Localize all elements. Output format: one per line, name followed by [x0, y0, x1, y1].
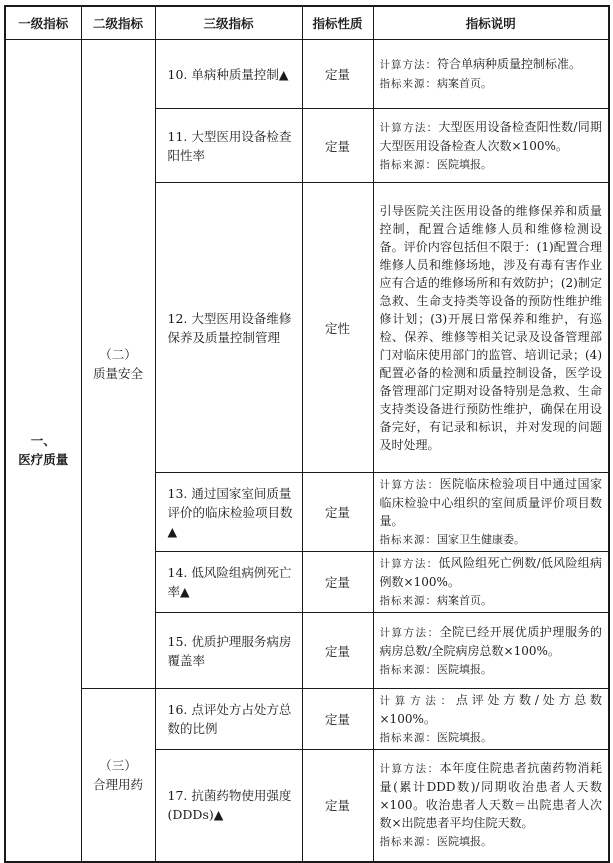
header-level3: 三级指标 — [155, 6, 302, 40]
source-text: 国家卫生健康委。 — [437, 533, 525, 546]
nature-cell: 定量 — [302, 40, 373, 109]
method-text: 大型医用设备检查阳性数/同期大型医用设备检查人次数×100%。 — [379, 119, 603, 153]
method-label: 计算方法： — [379, 763, 440, 776]
level2-number: （三） — [99, 757, 137, 773]
level1-title: 医疗质量 — [18, 452, 69, 468]
header-description: 指标说明 — [373, 6, 609, 40]
level2-cell-quality-safety — [81, 40, 155, 689]
source-label: 指标来源： — [379, 158, 437, 171]
level2-title: 合理用药 — [92, 776, 143, 792]
source-label: 指标来源： — [379, 78, 437, 90]
source-text: 医院填报。 — [437, 835, 492, 849]
method-text: 医院临床检验项目中通过国家临床检验中心组织的室间质量评价项目数量。 — [379, 477, 602, 528]
method-label: 计算方法： — [379, 695, 456, 707]
source-label: 指标来源： — [379, 595, 437, 607]
method-text: 全院已经开展优质护理服务的病房总数/全院病房总数×100%。 — [379, 624, 602, 658]
header-level1: 一级指标 — [5, 6, 81, 40]
description-cell — [373, 689, 609, 750]
method-label: 计算方法： — [379, 479, 440, 491]
source-text: 病案首页。 — [437, 77, 492, 90]
indicator-cell: 10. 单病种质量控制▲ — [155, 40, 302, 109]
description-cell: 引导医院关注医用设备的维修保养和质量控制，配置合适维修人员和维修检测设备。评价内容包括但不限于：(1)配置合理维修人员和维修场地，涉及有毒有害作业应有合适的维修场所和有效防护；(2)制定急救、生命支持类等设备的预防性维护维修计划；(3)开展日常保养和维护，有巡检、保养、维修等相关记录及设备管理部门对临床使用部门的监管、培训记录；(4)配置必备的检测和质量控制设备，医学设备管理部门定期对设备特别是急救、生命支持类设备进行预防性维护，确保在用设备完好，有记录和标识，并对发现的问题及时处理。 — [373, 183, 609, 473]
method-text: 低风险组死亡例数/低风险组病例数×100%。 — [379, 556, 603, 589]
source-label: 指标来源： — [379, 836, 437, 849]
source-text: 医院填报。 — [437, 157, 492, 171]
indicator-cell: 16. 点评处方占处方总数的比例 — [155, 689, 302, 750]
source-label: 指标来源： — [379, 534, 437, 546]
indicator-cell: 12. 大型医用设备维修保养及质量控制管理 — [155, 183, 302, 473]
indicator-cell: 17. 抗菌药物使用强度(DDDs)▲ — [155, 750, 302, 862]
method-label: 计算方法： — [379, 558, 439, 570]
source-text: 医院填报。 — [437, 731, 492, 744]
indicator-cell: 11. 大型医用设备检查阳性率 — [155, 109, 302, 183]
level1-cell — [5, 40, 81, 862]
header-row — [5, 6, 609, 40]
method-label: 计算方法： — [379, 121, 439, 134]
indicator-cell: 13. 通过国家室间质量评价的临床检验项目数▲ — [155, 473, 302, 552]
nature-cell: 定量 — [302, 689, 373, 750]
description-cell — [373, 750, 609, 862]
table-row — [5, 40, 609, 109]
header-nature: 指标性质 — [302, 6, 373, 40]
header-level2: 二级指标 — [81, 6, 155, 40]
level2-cell-rational-drug-use — [81, 689, 155, 862]
description-cell — [373, 40, 609, 109]
nature-cell: 定性 — [302, 183, 373, 473]
level2-title: 质量安全 — [92, 366, 143, 381]
level2-number: （二） — [99, 347, 137, 362]
nature-cell: 定量 — [302, 109, 373, 183]
nature-cell: 定量 — [302, 552, 373, 613]
method-text: 点评处方数/处方总数×100%。 — [379, 693, 603, 726]
nature-cell: 定量 — [302, 750, 373, 862]
indicator-cell: 15. 优质护理服务病房覆盖率 — [155, 613, 302, 689]
description-cell — [373, 473, 609, 552]
method-label: 计算方法： — [379, 626, 440, 639]
source-label: 指标来源： — [379, 663, 437, 676]
method-text: 符合单病种质量控制标准。 — [437, 57, 582, 71]
table-row — [5, 689, 609, 750]
description-cell — [373, 552, 609, 613]
method-text: 本年度住院患者抗菌药物消耗量(累计DDD数)/同期收治患者人天数×100。收治患者人天数＝出院患者人次数×出院患者平均住院天数。 — [379, 761, 602, 831]
description-cell — [373, 109, 609, 183]
description-cell — [373, 613, 609, 689]
indicator-table — [4, 5, 610, 863]
source-text: 医院填报。 — [437, 662, 492, 676]
method-label: 计算方法： — [379, 59, 437, 71]
nature-cell: 定量 — [302, 473, 373, 552]
indicator-cell: 14. 低风险组病例死亡率▲ — [155, 552, 302, 613]
source-text: 病案首页。 — [437, 594, 492, 607]
nature-cell: 定量 — [302, 613, 373, 689]
level1-number: 一、 — [30, 433, 56, 449]
source-label: 指标来源： — [379, 732, 437, 744]
